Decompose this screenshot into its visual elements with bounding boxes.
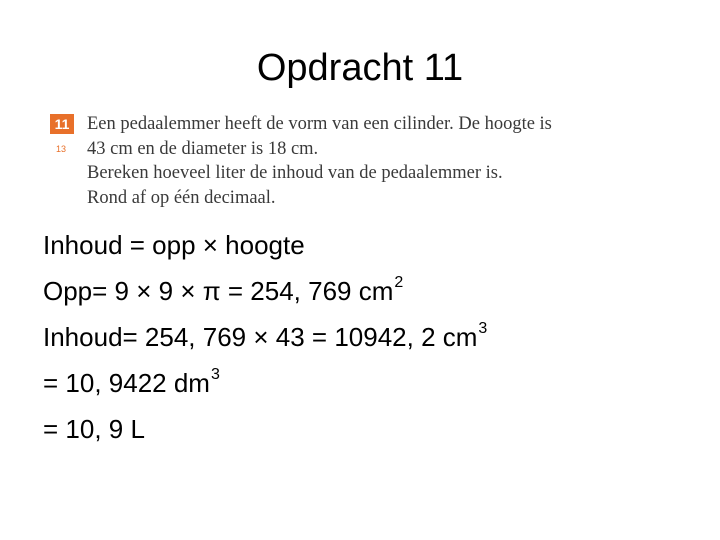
calculation-line [43, 268, 487, 314]
exponent: 3 [210, 366, 220, 384]
calculation-line [43, 406, 487, 452]
exercise-line: Rond af op één decimaal. [87, 187, 276, 208]
calculation-line [43, 360, 487, 406]
exercise-number-badge: 11 [50, 114, 74, 134]
calculation-line [43, 222, 487, 268]
calculation-block [43, 222, 487, 452]
exercise-sub-number: 13 [56, 144, 67, 154]
exercise-line: Een pedaalemmer heeft de vorm van een cilinder. De hoogte is [87, 114, 552, 134]
calculation-text: Opp= 9 × 9 × π = 254, 769 cm [43, 276, 394, 306]
calculation-text: = 10, 9 L [43, 414, 145, 444]
exercise-text [87, 112, 607, 210]
exercise-line: Bereken hoeveel liter de inhoud van de pedaalemmer is. [87, 163, 503, 183]
exponent: 2 [394, 274, 404, 292]
calculation-text: Inhoud= 254, 769 × 43 = 10942, 2 cm [43, 322, 478, 352]
calculation-line [43, 314, 487, 360]
exercise-image [50, 110, 610, 210]
exercise-line: 43 cm en de diameter is 18 cm. [87, 138, 319, 159]
slide-title: Opdracht 11 [256, 47, 464, 89]
exponent: 3 [478, 320, 488, 338]
calculation-text: Inhoud = opp × hoogte [43, 230, 305, 260]
calculation-text: = 10, 9422 dm [43, 368, 210, 398]
